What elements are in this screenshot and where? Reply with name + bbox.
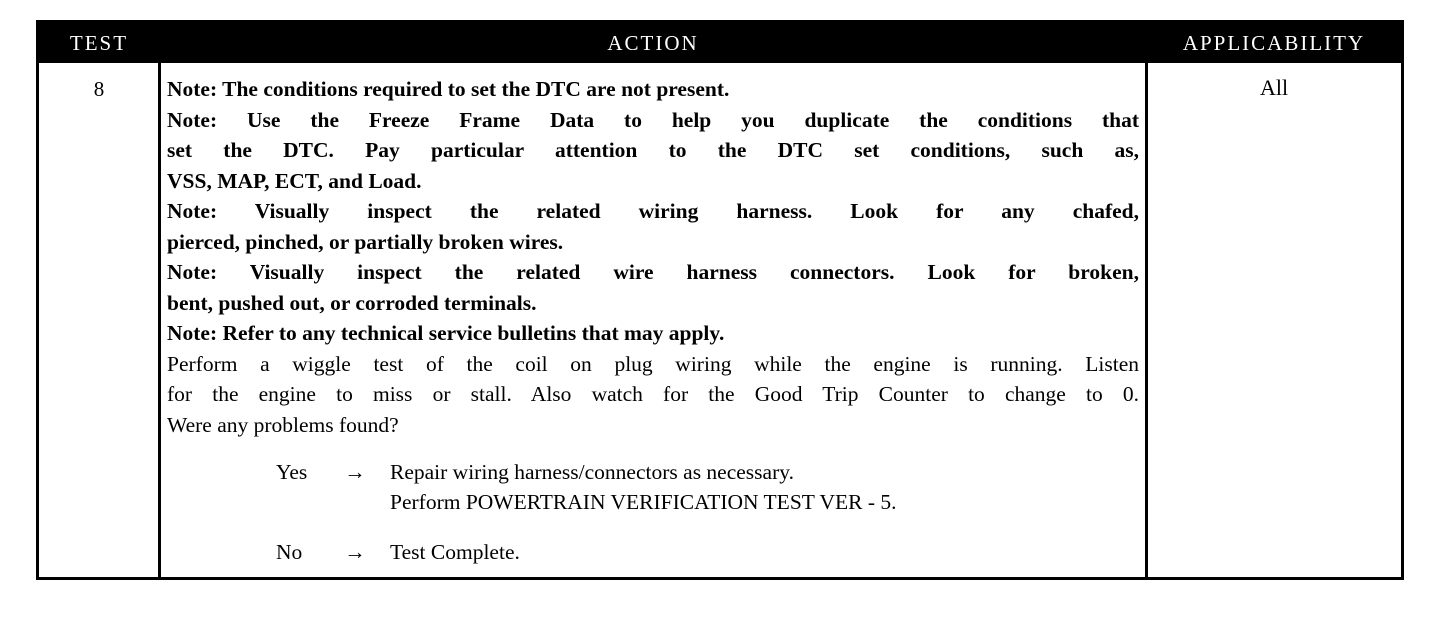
note-line: Note: Refer to any technical service bulletins that may apply. xyxy=(167,321,725,345)
note-line: VSS, MAP, ECT, and Load. xyxy=(167,168,422,193)
test-number: 8 xyxy=(93,77,105,101)
column-divider xyxy=(158,63,161,577)
right-arrow-icon: → xyxy=(344,540,366,564)
no-label: No xyxy=(276,540,303,564)
question-line: Were any problems found? xyxy=(167,412,399,437)
diagnostic-test-table xyxy=(36,20,1404,580)
note-line: Note: Visually inspect the related wiring harness. Look for any chafed, xyxy=(167,199,1139,223)
instruction-line: for the engine to miss or stall. Also watch for the Good Trip Counter to change to 0. xyxy=(167,382,1139,406)
note-line: Note: The conditions required to set the DTC are not present. xyxy=(167,77,730,101)
table-header xyxy=(39,23,1401,63)
note-line: Note: Use the Freeze Frame Data to help you duplicate the conditions that xyxy=(167,107,1139,132)
header-test: TEST xyxy=(69,31,129,55)
yes-action-line: Perform POWERTRAIN VERIFICATION TEST VER - 5. xyxy=(390,490,897,514)
note-line: Note: Visually inspect the related wire harness connectors. Look for broken, xyxy=(167,260,1139,284)
yes-label: Yes xyxy=(276,460,308,484)
note-line: bent, pushed out, or corroded terminals. xyxy=(167,290,537,315)
instruction-line: Perform a wiggle test of the coil on plug wiring while the engine is running. Listen xyxy=(167,351,1139,376)
note-line: pierced, pinched, or partially broken wires. xyxy=(167,229,564,254)
note-line: set the DTC. Pay particular attention to the DTC set conditions, such as, xyxy=(167,138,1139,162)
header-applicability: APPLICABILITY xyxy=(1182,31,1366,55)
no-result xyxy=(276,537,1076,569)
no-action-line: Test Complete. xyxy=(390,540,520,564)
yes-result xyxy=(276,457,1076,519)
column-divider xyxy=(1145,63,1148,577)
yes-action-line: Repair wiring harness/connectors as necessary. xyxy=(390,460,794,484)
right-arrow-icon: → xyxy=(344,460,366,484)
action-text xyxy=(167,74,1139,440)
header-action: ACTION xyxy=(607,31,699,55)
applicability-value: All xyxy=(1259,75,1289,100)
